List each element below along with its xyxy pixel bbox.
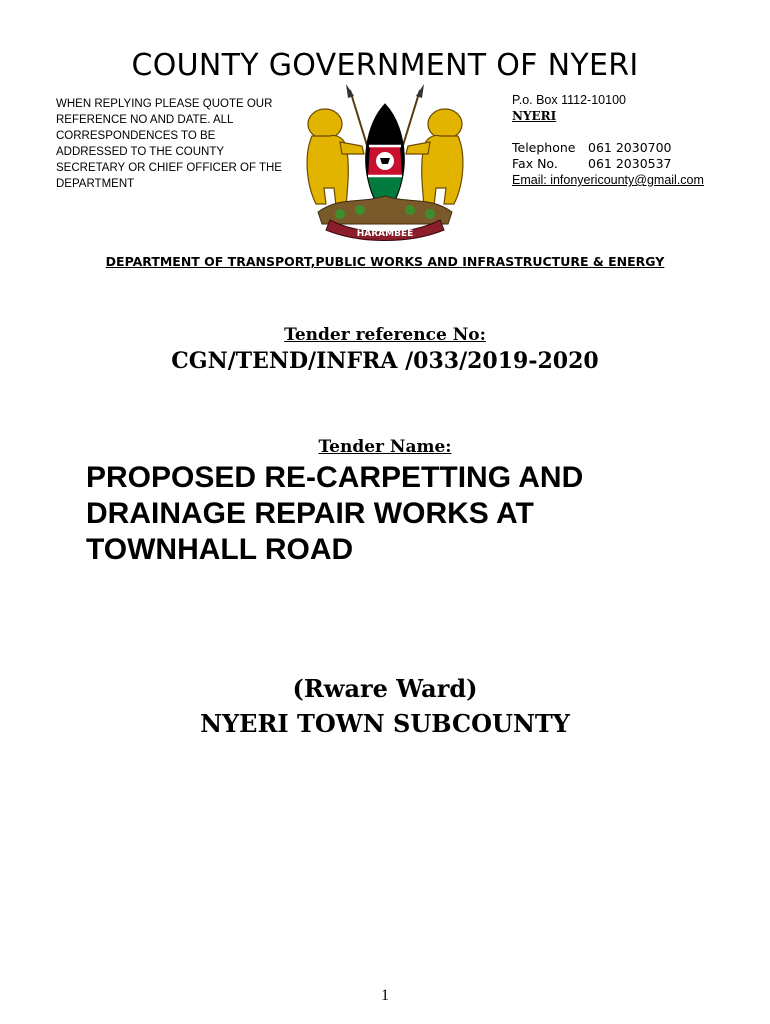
reference-instructions: WHEN REPLYING PLEASE QUOTE OUR REFERENCE NO AND DATE. ALL CORRESPONDENCES TO BE ADDRESSED TO THE COUNTY SECRETARY OR CHIEF OFFICER OF THE DEPARTMENT: [56, 98, 282, 190]
contact-block: [512, 92, 742, 189]
coat-of-arms-motto: HARAMBEE: [356, 229, 414, 239]
page-number: 1: [381, 987, 389, 1004]
tender-name: [86, 460, 706, 568]
tender-reference-label: Tender reference No:: [284, 325, 486, 345]
kenya-coat-of-arms-icon: [290, 84, 480, 244]
tender-name-label: Tender Name:: [318, 437, 452, 457]
postal-town: NYERI: [512, 109, 557, 123]
telephone-number: 061 2030700: [588, 140, 672, 155]
email-link[interactable]: Email: infonyericounty@gmail.com: [512, 173, 704, 187]
tender-name-line: PROPOSED RE-CARPETTING AND: [86, 461, 584, 494]
fax-row: [512, 156, 742, 172]
fax-number: 061 2030537: [588, 156, 672, 171]
telephone-label: Telephone: [512, 140, 576, 155]
department-name: DEPARTMENT OF TRANSPORT,PUBLIC WORKS AND INFRASTRUCTURE & ENERGY: [105, 254, 665, 269]
tender-name-line: TOWNHALL ROAD: [86, 533, 354, 566]
tender-reference-number: CGN/TEND/INFRA /033/2019-2020: [171, 348, 599, 374]
tender-name-line: DRAINAGE REPAIR WORKS AT: [86, 497, 534, 530]
subcounty-name: NYERI TOWN SUBCOUNTY: [200, 709, 570, 738]
fax-label: Fax No.: [512, 156, 558, 171]
document-title: COUNTY GOVERNMENT OF NYERI: [131, 48, 639, 83]
telephone-row: [512, 140, 742, 156]
postal-address: P.o. Box 1112-10100: [512, 93, 626, 107]
ward-name: (Rware Ward): [292, 674, 478, 703]
